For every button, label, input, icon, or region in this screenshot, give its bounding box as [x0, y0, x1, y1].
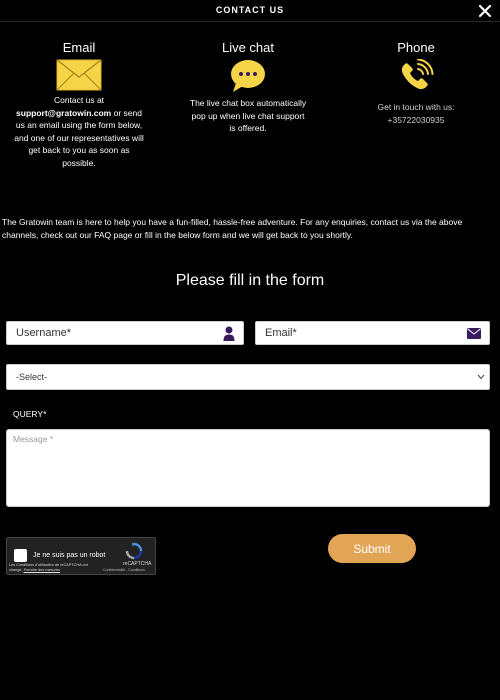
- phone-icon: [398, 59, 434, 93]
- query-type-select[interactable]: [6, 364, 490, 390]
- modal-title: CONTACT US: [215, 5, 285, 15]
- email-input[interactable]: [265, 322, 455, 344]
- recaptcha-checkbox[interactable]: [14, 549, 27, 562]
- user-icon: [223, 326, 235, 341]
- close-button[interactable]: [476, 2, 494, 20]
- intro-paragraph: The Gratowin team is here to help you have a fun-filled, hassle-free adventure. For any enquiries, contact us via the above channels, check out our FAQ page or fill in the below form and we will get back to you shortly.: [2, 217, 463, 240]
- recaptcha-widget: [6, 537, 156, 575]
- recaptcha-terms-text: Les Conditions d'utilisation de reCAPTCHA ont changé.: [9, 563, 88, 572]
- email-contact-section: [12, 40, 146, 169]
- close-icon: [476, 2, 494, 20]
- phone-section: [366, 40, 466, 126]
- recaptcha-privacy-links[interactable]: Confidentialité - Conditions: [103, 568, 145, 572]
- form-title: Please fill in the form: [175, 272, 325, 289]
- chevron-down-icon: [477, 374, 485, 380]
- live-chat-description: The live chat box automatically pop up when live chat support is offered.: [189, 98, 307, 133]
- email-field: [255, 321, 490, 345]
- phone-number[interactable]: +35722030935: [387, 114, 445, 125]
- live-chat-title: Live chat: [221, 40, 275, 55]
- username-input[interactable]: [16, 322, 206, 344]
- recaptcha-label: Je ne suis pas un robot: [33, 552, 106, 559]
- email-title: Email: [62, 40, 96, 55]
- username-field: [6, 321, 244, 345]
- recaptcha-terms-notice: [9, 563, 101, 573]
- envelope-icon: [56, 59, 102, 91]
- message-field: [6, 429, 490, 507]
- chat-bubble-icon[interactable]: [230, 59, 266, 93]
- email-description: [12, 94, 146, 169]
- phone-description: [366, 101, 466, 126]
- email-address-link[interactable]: support@gratowin.com: [16, 107, 112, 118]
- message-textarea[interactable]: [13, 434, 483, 502]
- modal-header: [0, 0, 500, 22]
- recaptcha-logo-icon: [125, 542, 143, 560]
- select-value: -Select-: [16, 372, 48, 382]
- phone-title: Phone: [397, 40, 435, 55]
- submit-button[interactable]: Submit: [328, 534, 416, 563]
- envelope-small-icon: [467, 328, 481, 339]
- live-chat-section: [188, 40, 308, 135]
- phone-intro-text: Get in touch with us:: [377, 102, 455, 112]
- email-body-text: or send us an email using the form below, and one of our representatives will get back to you as soon as possible.: [14, 107, 144, 168]
- query-label: QUERY*: [13, 409, 47, 419]
- email-intro-text: Contact us at: [53, 95, 105, 105]
- recaptcha-brand: reCAPTCHA: [123, 561, 152, 567]
- recaptcha-terms-link[interactable]: Prendre des mesures: [23, 568, 60, 572]
